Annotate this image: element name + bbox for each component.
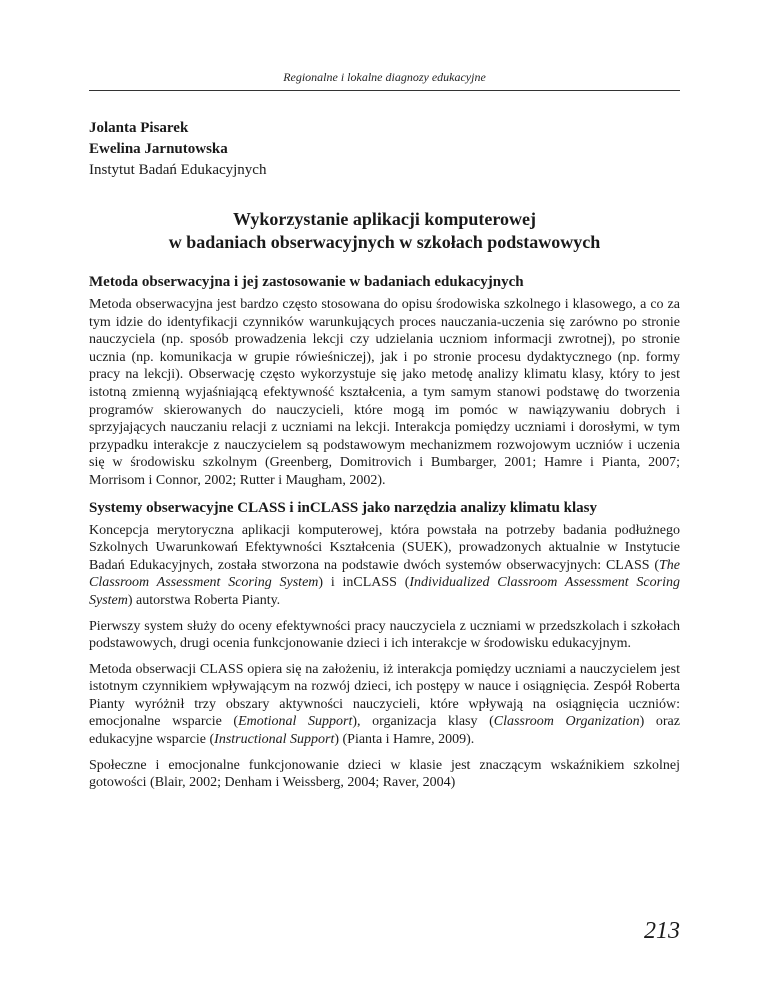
body-paragraph: Społeczne i emocjonalne funkcjonowanie dzieci w klasie jest znaczącym wskaźnikiem szkolnej gotowości (Blair, 2002; Denham i Weissberg, 2004; Raver, 2004) xyxy=(89,757,680,791)
author-name: Jolanta Pisarek xyxy=(89,120,189,136)
italic-term: Individualized Classroom Assessment Scoring System xyxy=(89,575,680,608)
page xyxy=(89,0,680,994)
text-run: Metoda obserwacji CLASS opiera się na założeniu, iż interakcja pomiędzy uczniami a nauczycielem jest istotnym czynnikiem wpływającym na rozwój dzieci, ich postępy w nauce i osiągnięcia. Zespół Roberta Pianty wyróżnił trzy obszary aktywności nauczycieli, które wpływają na osiągnięcia uczniów: emocjonalne wsparcie ( xyxy=(89,661,680,730)
text-run: ) autorstwa Roberta Pianty. xyxy=(127,592,281,608)
text-run: ) oraz edukacyjne wsparcie ( xyxy=(89,714,680,748)
text-run: Koncepcja merytoryczna aplikacji komputerowej, która powstała na potrzeby badania podłużnego Szkolnych Uwarunkowań Efektywności Kształcenia (SUEK), prowadzonych aktualnie w Instytucie Badań Edukacyjnych, została stworzona na podstawie dwóch systemów obserwacyjnych: CLASS ( xyxy=(89,522,680,573)
italic-term: Classroom Organization xyxy=(493,714,640,730)
page-number: 213 xyxy=(644,918,680,944)
text-run: ), organizacja klasy ( xyxy=(352,714,494,730)
body-paragraph xyxy=(89,522,680,610)
author-block xyxy=(89,118,266,181)
institution: Instytut Badań Edukacyjnych xyxy=(89,162,267,178)
body-paragraph xyxy=(89,661,680,749)
article-body xyxy=(89,272,680,800)
text-run: ) i inCLASS ( xyxy=(318,575,410,591)
running-head: Regionalne i lokalne diagnozy edukacyjne xyxy=(283,70,486,84)
section-heading: Metoda obserwacyjna i jej zastosowanie w badaniach edukacyjnych xyxy=(89,274,524,290)
italic-term: Emotional Support xyxy=(238,714,353,730)
body-paragraph: Metoda obserwacyjna jest bardzo często stosowana do opisu środowiska szkolnego i klasowego, a co za tym idzie do identyfikacji czynników warunkujących proces nauczania-uczenia się zarówno po stronie nauczyciela (np. sposób prowadzenia lekcji czy udzielania uczniom informacji zwrotnej), po stronie ucznia (np. komunikacja w grupie rówieśniczej), jak i po stronie procesu dydaktycznego (np. formy pracy na lekcji). Obserwację często wykorzystuje się jako metodę analizy klimatu klasy, który to jest istotną zmienną wyjaśniającą efektywność kształcenia, a tym samym stanowi podstawę do tworzenia programów skierowanych do nauczycieli, które mogą im pomóc w nawiązywaniu dobrych i sprzyjających nauczaniu relacji z uczniami na lekcji. Interakcja pomiędzy uczniami i dorosłymi, w tym przypadku interakcje z nauczycielem są podstawowym mechanizmem rozwojowym uczniów i uczenia się w środowisku szkolnym (Greenberg, Domitrovich i Bumbarger, 2001; Hamre i Pianta, 2007; Morrisom i Connor, 2002; Rutter i Maugham, 2002). xyxy=(89,297,680,488)
body-paragraph: Pierwszy system służy do oceny efektywności pracy nauczyciela z uczniami w przedszkolach i szkołach podstawowych, drugi ocenia funkcjonowanie dzieci i ich interakcje w środowisku edukacyjnym. xyxy=(89,618,680,652)
section-heading: Systemy obserwacyjne CLASS i inCLASS jako narzędzia analizy klimatu klasy xyxy=(89,499,597,516)
italic-term: The Classroom Assessment Scoring System xyxy=(89,557,680,591)
title-line: w badaniach obserwacyjnych w szkołach podstawowych xyxy=(168,232,601,252)
italic-term: Instructional Support xyxy=(214,732,335,748)
article-title xyxy=(89,208,680,254)
title-line: Wykorzystanie aplikacji komputerowej xyxy=(233,209,536,229)
text-run: ) (Pianta i Hamre, 2009). xyxy=(334,732,475,748)
author-name: Ewelina Jarnutowska xyxy=(89,141,228,157)
header-rule xyxy=(89,90,680,91)
